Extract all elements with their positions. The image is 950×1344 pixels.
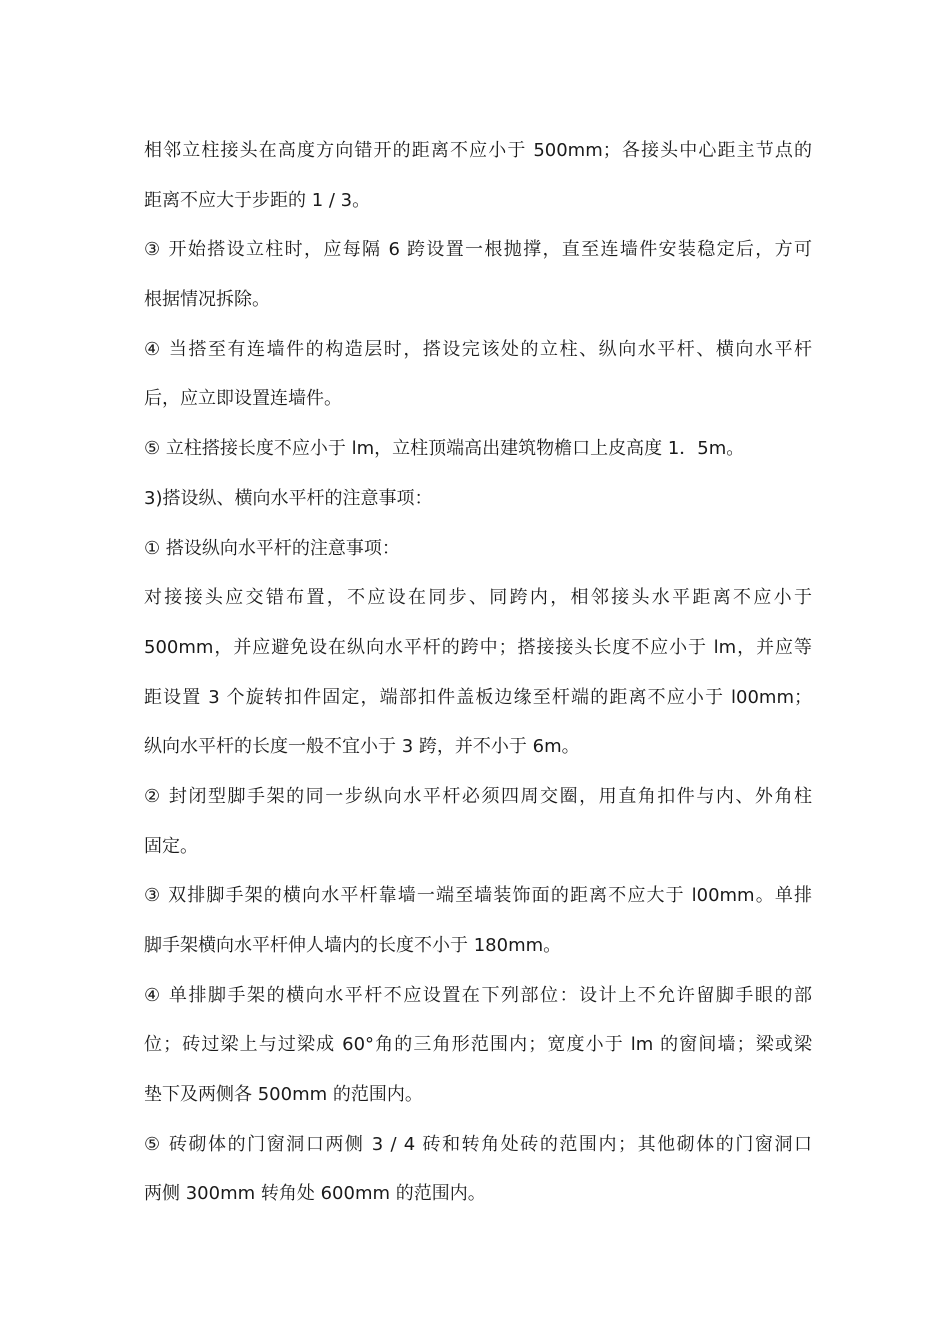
text-line: 后，应立即设置连墙件。 xyxy=(144,388,342,410)
text-line: ⑤ 砖砌体的门窗洞口两侧 3 / 4 砖和转角处砖的范围内；其他砌体的门窗洞口 xyxy=(144,1133,812,1155)
text-line: 500mm，并应避免设在纵向水平杆的跨中；搭接接头长度不应小于 lm，并应等 xyxy=(144,636,812,658)
text-line: 对接接头应交错布置，不应设在同步、同跨内，相邻接头水平距离不应小于 xyxy=(144,587,812,609)
text-line: ④ 单排脚手架的横向水平杆不应设置在下列部位：设计上不允许留脚手眼的部 xyxy=(144,984,812,1006)
text-line: ③ 双排脚手架的横向水平杆靠墙一端至墙装饰面的距离不应大于 l00mm。单排 xyxy=(144,885,812,907)
text-line: ⑤ 立柱搭接长度不应小于 lm，立柱顶端高出建筑物檐口上皮高度 1．5m。 xyxy=(144,438,745,460)
text-line: 两侧 300mm 转角处 600mm 的范围内。 xyxy=(144,1183,486,1205)
text-line: 脚手架横向水平杆伸人墙内的长度不小于 180mm。 xyxy=(144,935,562,956)
text-line: ② 封闭型脚手架的同一步纵向水平杆必须四周交圈，用直角扣件与内、外角柱 xyxy=(144,785,812,807)
text-line: ④ 当搭至有连墙件的构造层时，搭设完该处的立柱、纵向水平杆、横向水平杆 xyxy=(144,338,812,360)
subsection-heading: ① 搭设纵向水平杆的注意事项： xyxy=(144,537,400,559)
text-line: 垫下及两侧各 500mm 的范围内。 xyxy=(144,1084,423,1106)
text-line: 位；砖过梁上与过梁成 60°角的三角形范围内；宽度小于 lm 的窗间墙；梁或梁 xyxy=(144,1034,812,1056)
text-line: 固定。 xyxy=(144,835,198,857)
text-line: 纵向水平杆的长度一般不宜小于 3 跨，并不小于 6m。 xyxy=(144,736,580,758)
text-line: ③ 开始搭设立柱时，应每隔 6 跨设置一根抛撑，直至连墙件安装稳定后，方可 xyxy=(144,239,812,261)
text-line: 根据情况拆除。 xyxy=(144,289,270,311)
section-heading: 3)搭设纵、横向水平杆的注意事项： xyxy=(144,487,433,509)
text-line: 距离不应大于步距的 1 / 3。 xyxy=(144,189,371,211)
text-line: 相邻立柱接头在高度方向错开的距离不应小于 500mm；各接头中心距主节点的 xyxy=(144,140,812,161)
document-body xyxy=(144,126,812,1219)
text-line: 距设置 3 个旋转扣件固定，端部扣件盖板边缘至杆端的距离不应小于 l00mm； xyxy=(144,686,812,708)
